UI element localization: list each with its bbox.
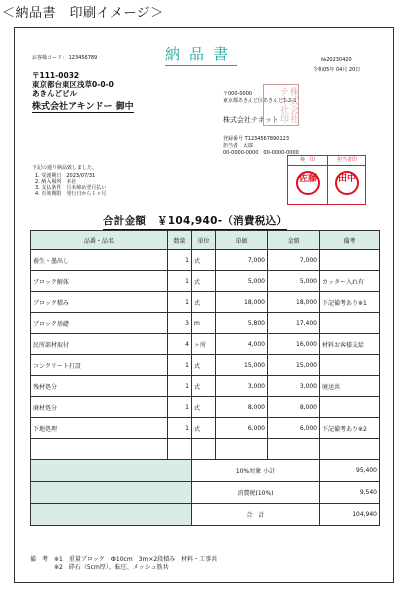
staff-stamp: 田中: [335, 171, 359, 195]
item-note: 材料お客様支給: [320, 334, 380, 355]
header-amount: 金額: [268, 231, 320, 250]
company-seal-stamp: 株式会社テネ社印: [263, 84, 299, 126]
item-name: ブロック解体: [31, 271, 168, 292]
item-unit: 式: [192, 292, 216, 313]
sender-postal: 〒000-0000: [223, 91, 253, 97]
term-item: 3. 支払条件 月末締め翌月払い: [35, 185, 107, 191]
item-unit: 式: [192, 397, 216, 418]
header-quantity: 数量: [168, 231, 192, 250]
table-header-row: [31, 231, 380, 250]
inspection-stamp: 佐藤: [296, 171, 320, 195]
item-price: 5,800: [216, 313, 268, 334]
address-line-1: 東京都台東区浅草0-0-0: [32, 80, 114, 89]
table-row: [31, 271, 380, 292]
summary-row: [31, 482, 380, 504]
seal-header-staff: 担当者印: [328, 156, 366, 166]
item-amount: 17,400: [268, 313, 320, 334]
empty-row: [31, 439, 380, 460]
table-row: [31, 397, 380, 418]
approval-seal-box: [287, 155, 366, 205]
item-qty: 1: [168, 271, 192, 292]
remarks-line: 備 考 ※1 重量ブロック Ф10cm 3m×2段積み 材料・工事共: [30, 556, 218, 563]
address-line-2: あきんどビル: [32, 89, 77, 98]
item-amount: 18,000: [268, 292, 320, 313]
item-amount: 5,000: [268, 271, 320, 292]
table-row: [31, 250, 380, 271]
registration-number: 登録番号 T1234567890123: [223, 136, 289, 142]
item-price: 6,000: [216, 418, 268, 439]
item-amount: 6,000: [268, 418, 320, 439]
intro-text: 下記の通り納品致しました。: [32, 165, 98, 171]
customer-name: 株式会社アキンドー 御中: [32, 99, 134, 113]
remarks-line: ※2 砕石（5cm厚）、転圧、メッシュ筋共: [30, 564, 169, 571]
summary-label: 合 計: [192, 504, 320, 526]
staff-name: 担当者 太郎: [223, 143, 254, 149]
document-title: 納品書: [165, 43, 237, 66]
page-caption: ＜納品書 印刷イメージ＞: [2, 6, 164, 21]
customer-code: お客様コード： 123456789: [32, 55, 98, 61]
document-number: №20230420: [321, 57, 352, 63]
summary-value: 104,940: [320, 504, 380, 526]
item-price: 15,000: [216, 355, 268, 376]
total-amount: 合計金額 ￥104,940-（消費税込）: [103, 213, 287, 230]
item-price: 3,000: [216, 376, 268, 397]
item-qty: 3: [168, 313, 192, 334]
table-row: [31, 334, 380, 355]
customer-code-label: お客様コード: [32, 55, 63, 61]
item-price: 5,000: [216, 271, 268, 292]
item-note: 廃送共: [320, 376, 380, 397]
term-item: 2. 納入場所 本社: [35, 179, 77, 185]
item-unit: 式: [192, 355, 216, 376]
item-qty: 4: [168, 334, 192, 355]
item-price: 7,000: [216, 250, 268, 271]
item-name: コンクリート打設: [31, 355, 168, 376]
item-qty: 1: [168, 250, 192, 271]
item-name: 廃材処分: [31, 397, 168, 418]
item-name: 民所部材取付: [31, 334, 168, 355]
summary-blank: [31, 482, 192, 504]
item-price: 8,000: [216, 397, 268, 418]
seal-header-inspection: 検 印: [288, 156, 327, 166]
term-item: 1. 受渡期日 2023/07/31: [35, 173, 96, 179]
table-row: [31, 313, 380, 334]
summary-label: 10%対象 小計: [192, 460, 320, 482]
item-unit: 式: [192, 418, 216, 439]
item-name: 養生・墨出し: [31, 250, 168, 271]
table-row: [31, 355, 380, 376]
header-notes: 備考: [320, 231, 380, 250]
item-unit: 式: [192, 376, 216, 397]
header-unit-price: 単価: [216, 231, 268, 250]
item-qty: 1: [168, 355, 192, 376]
table-row: [31, 418, 380, 439]
header-item-name: 品番・品名: [31, 231, 168, 250]
item-name: ブロック基礎: [31, 313, 168, 334]
summary-value: 95,400: [320, 460, 380, 482]
issue-date: 令和05年 04月 20日: [313, 67, 361, 73]
item-name: 残材処分: [31, 376, 168, 397]
phone-numbers: 00-0000-0000 00-0000-0000: [223, 150, 299, 156]
item-qty: 1: [168, 292, 192, 313]
header-unit: 単位: [192, 231, 216, 250]
summary-row: [31, 504, 380, 526]
item-amount: 3,000: [268, 376, 320, 397]
item-qty: 1: [168, 397, 192, 418]
item-name: 下地処理: [31, 418, 168, 439]
item-unit: 式: [192, 250, 216, 271]
item-price: 4,000: [216, 334, 268, 355]
item-note: 下記備考あり※1: [320, 292, 380, 313]
item-note: カッター入れ有: [320, 271, 380, 292]
table-row: [31, 292, 380, 313]
term-item: 4. 有効期限 発行日から１ヶ月: [35, 191, 107, 197]
summary-label: 消費税(10%): [192, 482, 320, 504]
item-qty: 1: [168, 376, 192, 397]
item-note: 下記備考あり※2: [320, 418, 380, 439]
item-price: 18,000: [216, 292, 268, 313]
delivery-note-sheet: [14, 27, 394, 583]
item-amount: 16,000: [268, 334, 320, 355]
summary-blank: [31, 504, 192, 526]
item-amount: 15,000: [268, 355, 320, 376]
item-qty: 1: [168, 418, 192, 439]
customer-code-value: 123456789: [68, 55, 98, 61]
items-table: [30, 230, 380, 526]
item-amount: 8,000: [268, 397, 320, 418]
summary-blank: [31, 460, 192, 482]
summary-row: [31, 460, 380, 482]
seal-divider: [327, 156, 328, 204]
summary-value: 9,540: [320, 482, 380, 504]
item-unit: 式: [192, 271, 216, 292]
item-unit: ヶ所: [192, 334, 216, 355]
item-note: [320, 397, 380, 418]
postal-code: 〒111-0032: [32, 71, 80, 80]
item-unit: m: [192, 313, 216, 334]
item-amount: 7,000: [268, 250, 320, 271]
item-name: ブロック積み: [31, 292, 168, 313]
sender-address: 東京都あきんど区あきんど1-2-3: [223, 98, 297, 104]
item-note: [320, 250, 380, 271]
item-note: [320, 313, 380, 334]
sender-company: 株式会社テネット: [223, 116, 279, 124]
item-note: [320, 355, 380, 376]
table-row: [31, 376, 380, 397]
remarks: [30, 556, 217, 572]
